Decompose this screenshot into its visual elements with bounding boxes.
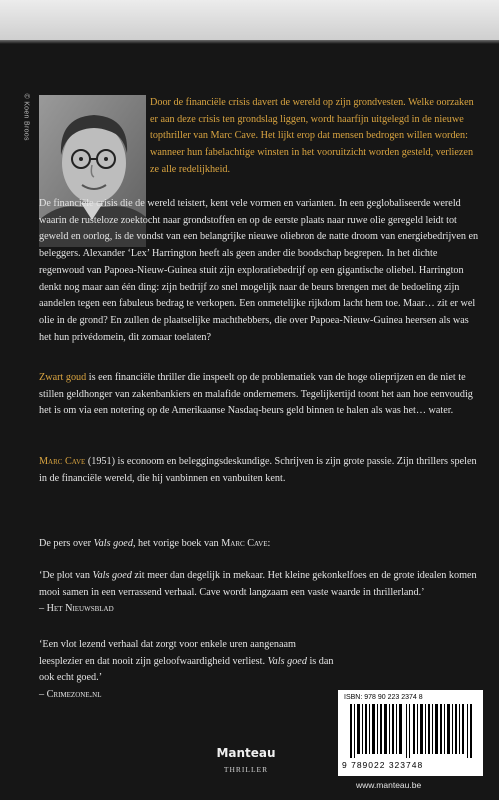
photo-credit [16,93,30,240]
quote-2-text-a: ‘Een vlot lezend verhaal dat zorgt voor enkele uren aangenaam leesplezier en dat nooit zijn geloofwaardigheid verliest. [39,639,296,667]
press-quote-1 [39,568,481,618]
publisher-url: www.manteau.be [356,780,422,790]
barcode-digits: 9 789022 323748 [342,760,424,770]
author-name: Marc Cave [39,456,86,467]
intro-paragraph: Door de financiële crisis davert de wereld op zijn grondvesten. Welke oorzaken er aan deze crisis ten grondslag liggen, wordt haarfijn uitgelegd in de nieuwe topthriller van Marc Cave. Het lijkt erop dat mensen bedrogen willen worden: wanneer hun fabelachtige winsten in het vooruitzicht worden gesteld, verliezen ze alle redelijkheid. [150,97,474,175]
isbn: ISBN: 978 90 223 2374 8 [344,694,423,701]
barcode-bars [350,704,472,758]
book-description-text: is een financiële thriller die inspeelt op de problematiek van de hoge olieprijzen en de niet te stillen geldhonger van zakenbankiers en malafide ondernemers. Tegelijkertijd toont het aan hoe eenvoudig het is om via een notering op de Amerikaanse Nasdaq-beurs geld binnen te halen als was het… water. [39,372,473,417]
author-bio-text: (1951) is econoom en beleggingsdeskundige. Schrijven is zijn grote passie. Zijn thrillers spelen in de financiële wereld, die hij vanbinnen en vanbuiten kent. [39,456,477,484]
press-intro-text-b: , het vorige boek van [132,538,222,549]
book-description-paragraph [39,370,481,420]
quote-2-source: – Crimezone.nl [39,689,102,701]
quote-2-text-b: is dan ook echt goed.’ [39,655,334,684]
press-intro-text-a: De pers over [39,538,94,549]
book-title: Zwart goud [39,372,87,383]
press-intro [39,536,481,553]
press-author: Marc Cave [221,538,268,549]
press-previous-book: Vals goed [93,538,133,549]
quote-1-text-b: zit meer dan degelijk in mekaar. Het kleine gekonkelfoes en de grote idealen komen mooi samen in een verrassend verhaal. Cave wordt langzaam een vaste waarde in thrillerland.’ [39,570,477,598]
top-page-edge [0,0,499,40]
quote-1-book: Vals goed [92,570,132,581]
photo-credit-text: © Koen Broos [22,93,30,141]
edge-shadow [0,40,499,44]
quote-1-source: – Het Nieuwsblad [39,603,114,615]
quote-1-text-a: ‘De plot van [39,570,93,581]
quote-2-book: Vals goed [267,655,307,667]
press-intro-text-c: : [267,538,271,549]
synopsis-paragraph: De financiële crisis die de wereld teistert, kent vele vormen en varianten. In een geglobaliseerde wereld waarin de rusteloze zoektocht naar grondstoffen en op de eerste plaats naar ruwe olie geregeld leidt tot geweld en oorlog, is de vondst van een belangrijke nieuwe oliebron de natte droom van energiebedrijven en beleggers. Alexander ‘Lex’ Harrington heeft als geen ander die boodschap begrepen. In het dichte regenwoud van Papoea-Nieuw-Guinea stuit zijn exploratiebedrijf op een gigantische oliebel. Harrington denkt nog maar aan één ding: zijn bedrijf zo snel mogelijk naar de beurs brengen met de bedoeling zijn aandelen tegen een fabuleus bedrag te verkopen. Een onmetelijke rijkdom lacht hem toe. Maar… zit er wel olie in de grond? En zullen de plaatselijke machthebbers, die over Papoea-Nieuw-Guinea heersen als was het hun privédomein, dit zomaar toelaten? [39,198,479,343]
author-bio-paragraph [39,454,481,487]
press-quote-2 [39,637,339,704]
publisher-logo: Manteau [216,746,276,760]
barcode [338,690,483,776]
series-label: THRILLER [223,765,269,774]
